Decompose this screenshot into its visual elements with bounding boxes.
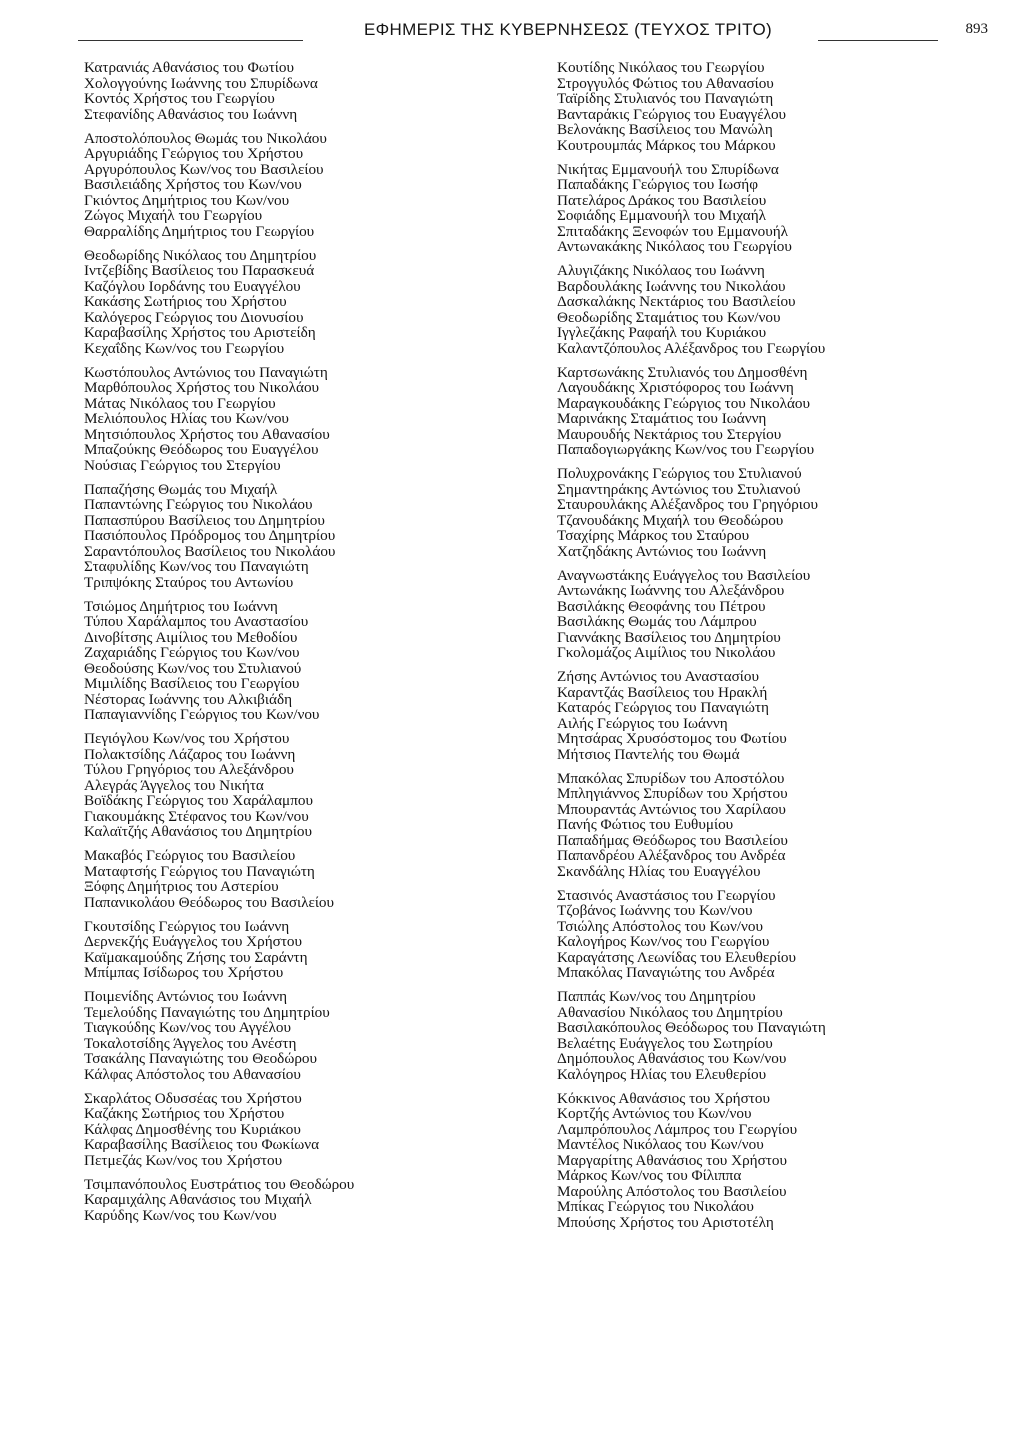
- group-spacer: [557, 559, 977, 568]
- name-entry: Θεοδωρίδης Νικόλαος του Δημητρίου: [84, 247, 317, 263]
- name-entry: Κεχαΐδης Κων/νος του Γεωργίου: [84, 340, 285, 356]
- name-entry: Αιλής Γεώργιος του Ιωάννη: [557, 715, 728, 731]
- name-entry: Λαμπρόπουλος Λάμπρος του Γεωργίου: [557, 1121, 798, 1137]
- name-entry: Σημαντηράκης Αντώνιος του Στυλιανού: [557, 481, 801, 497]
- name-entry: Ποιμενίδης Αντώνιος του Ιωάννη: [84, 989, 288, 1005]
- name-entry: Παπαδήμας Θεόδωρος του Βασιλείου: [557, 832, 788, 848]
- name-entry: Τζανουδάκης Μιχαήλ του Θεοδώρου: [557, 512, 784, 528]
- name-group: [84, 731, 474, 840]
- group-spacer: [557, 1082, 977, 1091]
- name-group: [84, 599, 474, 723]
- name-entry: Παπανικολάου Θεόδωρος του Βασιλείου: [84, 894, 335, 910]
- group-spacer: [557, 879, 977, 888]
- name-entry: Καλόγερος Γεώργιος του Διονυσίου: [84, 309, 304, 325]
- name-entry: Σαραντόπουλος Βασίλειος του Νικολάου: [84, 543, 336, 559]
- name-group: [557, 466, 977, 559]
- name-entry: Μπίμπας Ισίδωρος του Χρήστου: [84, 965, 284, 981]
- group-spacer: [557, 153, 977, 162]
- name-entry: Γιακουμάκης Στέφανος του Κων/νου: [84, 808, 309, 824]
- name-entry: Μήτσιος Παντελής του Θωμά: [557, 746, 740, 762]
- name-entry: Καραβασίλης Βασίλειος του Φωκίωνα: [84, 1137, 320, 1153]
- name-entry: Μακαβός Γεώργιος του Βασιλείου: [84, 848, 296, 864]
- name-entry: Αθανασίου Νικόλαος του Δημητρίου: [557, 1004, 783, 1020]
- name-group: [84, 848, 474, 910]
- name-group: [557, 1091, 977, 1231]
- name-entry: Δινοβίτσης Αιμίλιος του Μεθοδίου: [84, 629, 298, 645]
- name-entry: Τύλου Γρηγόριος του Αλεξάνδρου: [84, 762, 294, 778]
- name-entry: Μαρθόπουλος Χρήστος του Νικολάου: [84, 380, 320, 396]
- name-entry: Γιαννάκης Βασίλειος του Δημητρίου: [557, 629, 781, 645]
- name-entry: Μαντέλος Νικόλαος του Κων/νου: [557, 1137, 764, 1153]
- name-entry: Βελαέτης Ευάγγελος του Σωτηρίου: [557, 1035, 773, 1051]
- name-entry: Αλυγιζάκης Νικόλαος του Ιωάννη: [557, 263, 765, 279]
- name-entry: Μαραγκουδάκης Γεώργιος του Νικολάου: [557, 395, 811, 411]
- name-group: [557, 162, 977, 255]
- name-entry: Ζήσης Αντώνιος του Αναστασίου: [557, 669, 759, 685]
- name-entry: Μητσάρας Χρυσόστομος του Φωτίου: [557, 731, 787, 747]
- name-entry: Μελιόπουλος Ηλίας του Κων/νου: [84, 411, 289, 427]
- name-entry: Γκολομάζος Αιμίλιος του Νικολάου: [557, 645, 776, 661]
- name-entry: Βασιλειάδης Χρήστος του Κων/νου: [84, 177, 302, 193]
- name-entry: Ζαχαριάδης Γεώργιος του Κων/νου: [84, 645, 300, 661]
- group-spacer: [557, 356, 977, 365]
- name-entry: Αντωνάκης Ιωάννης του Αλεξάνδρου: [557, 583, 785, 599]
- name-entry: Νούσιας Γεώργιος του Στεργίου: [84, 457, 281, 473]
- name-entry: Κάλφας Δημοσθένης του Κυριάκου: [84, 1121, 301, 1137]
- name-entry: Σκανδάλης Ηλίας του Ευαγγέλου: [557, 863, 761, 879]
- name-entry: Λαγουδάκης Χριστόφορος του Ιωάννη: [557, 380, 794, 396]
- name-entry: Χολογγούνης Ιωάννης του Σπυρίδωνα: [84, 75, 318, 91]
- name-entry: Τσιώλης Απόστολος του Κων/νου: [557, 918, 764, 934]
- name-group: [557, 669, 977, 762]
- name-entry: Μπίκας Γεώργιος του Νικολάου: [557, 1199, 754, 1215]
- name-entry: Μαργαρίτης Αθανάσιος του Χρήστου: [557, 1152, 787, 1168]
- name-group: [557, 888, 977, 981]
- name-entry: Τσιμπανόπουλος Ευστράτιος του Θεοδώρου: [84, 1176, 355, 1192]
- group-spacer: [557, 981, 977, 990]
- left-column: [84, 60, 474, 1223]
- group-spacer: [84, 723, 474, 732]
- group-spacer: [84, 910, 474, 919]
- name-entry: Παπασπύρου Βασίλειος του Δημητρίου: [84, 512, 325, 528]
- header-rule-left: [78, 40, 303, 41]
- name-entry: Τσιώμος Δημήτριος του Ιωάννη: [84, 598, 278, 614]
- name-entry: Στεφανίδης Αθανάσιος του Ιωάννη: [84, 106, 298, 122]
- name-group: [84, 989, 474, 1082]
- name-entry: Σπιταδάκης Ξενοφών του Εμμανουήλ: [557, 223, 789, 239]
- name-entry: Τριπψόκης Σταύρος του Αντωνίου: [84, 574, 294, 590]
- group-spacer: [557, 762, 977, 771]
- name-group: [557, 989, 977, 1082]
- name-entry: Χατζηδάκης Αντώνιος του Ιωάννη: [557, 543, 767, 559]
- name-entry: Μάτας Νικόλαος του Γεωργίου: [84, 395, 276, 411]
- name-group: [84, 482, 474, 591]
- name-entry: Κωστόπουλος Αντώνιος του Παναγιώτη: [84, 364, 328, 380]
- name-entry: Αναγνωστάκης Ευάγγελος του Βασιλείου: [557, 567, 811, 583]
- name-entry: Καρτσωνάκης Στυλιανός του Δημοσθένη: [557, 364, 808, 380]
- name-entry: Νικήτας Εμμανουήλ του Σπυρίδωνα: [557, 161, 779, 177]
- group-spacer: [84, 473, 474, 482]
- name-group: [84, 1091, 474, 1169]
- name-entry: Τζοβάνος Ιωάννης του Κων/νου: [557, 903, 753, 919]
- name-entry: Μπούσης Χρήστος του Αριστοτέλη: [557, 1214, 774, 1230]
- name-entry: Θεοδωρίδης Σταμάτιος του Κων/νου: [557, 309, 781, 325]
- name-entry: Μπληγιάννος Σπυρίδων του Χρήστου: [557, 786, 788, 802]
- name-entry: Σταφυλίδης Κων/νος του Παναγιώτη: [84, 559, 309, 575]
- group-spacer: [84, 1082, 474, 1091]
- name-entry: Κορτζής Αντώνιος του Κων/νου: [557, 1106, 752, 1122]
- name-group: [557, 568, 977, 661]
- name-entry: Βασιλάκης Θεοφάνης του Πέτρου: [557, 598, 766, 614]
- name-entry: Βαρδουλάκης Ιωάννης του Νικολάου: [557, 278, 786, 294]
- name-entry: Πατελάρος Δράκος του Βασιλείου: [557, 192, 767, 208]
- name-entry: Μπουραντάς Αντώνιος του Χαρίλαου: [557, 801, 786, 817]
- name-entry: Μητσιόπουλος Χρήστος του Αθανασίου: [84, 426, 330, 442]
- name-entry: Βανταράκις Γεώργιος του Ευαγγέλου: [557, 106, 787, 122]
- name-entry: Ταϊρίδης Στυλιανός του Παναγιώτη: [557, 91, 774, 107]
- name-entry: Μιμιλίδης Βασίλειος του Γεωργίου: [84, 676, 300, 692]
- name-entry: Κατρανιάς Αθανάσιος του Φωτίου: [84, 60, 294, 76]
- name-entry: Μάρκος Κων/νος του Φίλιππα: [557, 1168, 742, 1184]
- group-spacer: [84, 239, 474, 248]
- name-entry: Σταυρουλάκης Αλέξανδρος του Γρηγόριου: [557, 497, 819, 513]
- name-entry: Παπαγιαννίδης Γεώργιος του Κων/νου: [84, 707, 320, 723]
- name-entry: Καϊμακαμούδης Ζήσης του Σαράντη: [84, 949, 308, 965]
- name-entry: Βασιλάκης Θωμάς του Λάμπρου: [557, 614, 757, 630]
- name-entry: Καραβασίλης Χρήστος του Αριστείδη: [84, 325, 316, 341]
- name-entry: Καραγάτσης Λεωνίδας του Ελευθερίου: [557, 949, 797, 965]
- group-spacer: [557, 458, 977, 467]
- name-entry: Κουτίδης Νικόλαος του Γεωργίου: [557, 60, 765, 76]
- name-entry: Βελονάκης Βασίλειος του Μανώλη: [557, 122, 773, 138]
- name-entry: Μπακόλας Παναγιώτης του Ανδρέα: [557, 965, 775, 981]
- name-entry: Καραντζάς Βασίλειος του Ηρακλή: [557, 684, 768, 700]
- name-group: [557, 60, 977, 153]
- name-entry: Σοφιάδης Εμμανουήλ του Μιχαήλ: [557, 208, 767, 224]
- name-group: [84, 365, 474, 474]
- name-entry: Αντωνακάκης Νικόλαος του Γεωργίου: [557, 239, 792, 255]
- name-entry: Μαυρουδής Νεκτάριος του Στεργίου: [557, 426, 782, 442]
- group-spacer: [557, 661, 977, 670]
- name-entry: Ιγγλεζάκης Ραφαήλ του Κυριάκου: [557, 325, 767, 341]
- name-group: [84, 131, 474, 240]
- page-header: [78, 20, 988, 46]
- name-entry: Ματαφτσής Γεώργιος του Παναγιώτη: [84, 863, 315, 879]
- name-entry: Αλεγράς Άγγελος του Νικήτα: [84, 777, 264, 793]
- name-entry: Παπαδογιωργάκης Κων/νος του Γεωργίου: [557, 442, 815, 458]
- name-entry: Τύπου Χαράλαμπος του Αναστασίου: [84, 614, 309, 630]
- name-entry: Ξόφης Δημήτριος του Αστερίου: [84, 879, 279, 895]
- name-entry: Καλαντζόπουλος Αλέξανδρος του Γεωργίου: [557, 340, 826, 356]
- name-entry: Θαρραλίδης Δημήτριος του Γεωργίου: [84, 223, 315, 239]
- name-entry: Βασιλακόπουλος Θεόδωρος του Παναγιώτη: [557, 1020, 826, 1036]
- header-rule-right: [818, 40, 938, 41]
- group-spacer: [84, 590, 474, 599]
- name-entry: Γκουτσίδης Γεώργιος του Ιωάννη: [84, 918, 290, 934]
- name-entry: Κοντός Χρήστος του Γεωργίου: [84, 91, 275, 107]
- name-entry: Καζόγλου Ιορδάνης του Ευαγγέλου: [84, 278, 301, 294]
- right-column: [557, 60, 977, 1230]
- name-entry: Παπανδρέου Αλέξανδρος του Ανδρέα: [557, 848, 786, 864]
- name-entry: Μπαζούκης Θεόδωρος του Ευαγγέλου: [84, 442, 319, 458]
- name-entry: Τοκαλοτσίδης Άγγελος του Ανέστη: [84, 1035, 297, 1051]
- name-entry: Παπαδάκης Γεώργιος του Ιωσήφ: [557, 177, 758, 193]
- name-entry: Μπακόλας Σπυρίδων του Αποστόλου: [557, 770, 785, 786]
- name-group: [84, 248, 474, 357]
- name-entry: Βοϊδάκης Γεώργιος του Χαράλαμπου: [84, 793, 313, 809]
- name-group: [84, 1177, 474, 1224]
- name-entry: Πολυχρονάκης Γεώργιος του Στυλιανού: [557, 466, 802, 482]
- name-entry: Παπαζήσης Θωμάς του Μιχαήλ: [84, 481, 278, 497]
- name-entry: Πεγιόγλου Κων/νος του Χρήστου: [84, 731, 290, 747]
- name-entry: Τσακάλης Παναγιώτης του Θεοδώρου: [84, 1051, 318, 1067]
- name-entry: Παππάς Κων/νος του Δημητρίου: [557, 989, 756, 1005]
- page-title: ΕΦΗΜΕΡΙΣ ΤΗΣ ΚΥΒΕΡΝΗΣΕΩΣ (ΤΕΥΧΟΣ ΤΡΙΤΟ): [364, 20, 772, 39]
- name-entry: Θεοδούσης Κων/νος του Στυλιανού: [84, 660, 302, 676]
- name-entry: Μαρούλης Απόστολος του Βασιλείου: [557, 1183, 787, 1199]
- name-entry: Στρογγυλός Φώτιος του Αθανασίου: [557, 75, 774, 91]
- group-spacer: [84, 122, 474, 131]
- name-group: [557, 771, 977, 880]
- name-entry: Πολακτσίδης Λάζαρος του Ιωάννη: [84, 746, 296, 762]
- name-entry: Δημόπουλος Αθανάσιος του Κων/νου: [557, 1051, 787, 1067]
- name-group: [557, 365, 977, 458]
- name-entry: Καλογήρος Κων/νος του Γεωργίου: [557, 934, 770, 950]
- group-spacer: [84, 840, 474, 849]
- name-entry: Ιντζεβίδης Βασίλειος του Παρασκευά: [84, 263, 315, 279]
- group-spacer: [557, 255, 977, 264]
- group-spacer: [84, 356, 474, 365]
- name-entry: Νέστορας Ιωάννης του Αλκιβιάδη: [84, 691, 293, 707]
- name-entry: Καρύδης Κων/νος του Κων/νου: [84, 1207, 277, 1223]
- name-group: [84, 919, 474, 981]
- name-entry: Παπαντώνης Γεώργιος του Νικολάου: [84, 497, 313, 513]
- name-entry: Πετμεζάς Κων/νος του Χρήστου: [84, 1152, 283, 1168]
- name-entry: Κουτρουμπάς Μάρκος του Μάρκου: [557, 137, 776, 153]
- name-entry: Πανής Φώτιος του Ευθυμίου: [557, 817, 734, 833]
- name-entry: Ζώγος Μιχαήλ του Γεωργίου: [84, 208, 263, 224]
- name-entry: Καταρός Γεώργιος του Παναγιώτη: [557, 700, 769, 716]
- name-entry: Κακάσης Σωτήριος του Χρήστου: [84, 294, 287, 310]
- name-group: [84, 60, 474, 122]
- name-entry: Αργυριάδης Γεώργιος του Χρήστου: [84, 146, 304, 162]
- name-entry: Αργυρόπουλος Κων/νος του Βασιλείου: [84, 161, 324, 177]
- name-entry: Καλόγηρος Ηλίας του Ελευθερίου: [557, 1066, 767, 1082]
- name-entry: Μαρινάκης Σταμάτιος του Ιωάννη: [557, 411, 767, 427]
- name-entry: Τιαγκούδης Κων/νος του Αγγέλου: [84, 1020, 291, 1036]
- name-entry: Δασκαλάκης Νεκτάριος του Βασιλείου: [557, 294, 796, 310]
- name-entry: Κόκκινος Αθανάσιος του Χρήστου: [557, 1090, 770, 1106]
- name-entry: Σκαρλάτος Οδυσσέας του Χρήστου: [84, 1090, 302, 1106]
- name-entry: Γκιόντος Δημήτριος του Κων/νου: [84, 192, 290, 208]
- group-spacer: [84, 1168, 474, 1177]
- name-entry: Τσαχίρης Μάρκος του Σταύρου: [557, 528, 750, 544]
- name-entry: Τεμελούδης Παναγιώτης του Δημητρίου: [84, 1004, 330, 1020]
- group-spacer: [84, 981, 474, 990]
- name-entry: Δερνεκζής Ευάγγελος του Χρήστου: [84, 934, 303, 950]
- name-entry: Καλαϊτζής Αθανάσιος του Δημητρίου: [84, 824, 313, 840]
- name-group: [557, 263, 977, 356]
- name-entry: Πασιόπουλος Πρόδρομος του Δημητρίου: [84, 528, 336, 544]
- name-entry: Κάλφας Απόστολος του Αθανασίου: [84, 1066, 301, 1082]
- name-entry: Καραμιχάλης Αθανάσιος του Μιχαήλ: [84, 1192, 312, 1208]
- name-entry: Αποστολόπουλος Θωμάς του Νικολάου: [84, 130, 327, 146]
- name-entry: Καζάκης Σωτήριος του Χρήστου: [84, 1106, 285, 1122]
- name-entry: Στασινός Αναστάσιος του Γεωργίου: [557, 887, 776, 903]
- page-number: 893: [965, 21, 988, 37]
